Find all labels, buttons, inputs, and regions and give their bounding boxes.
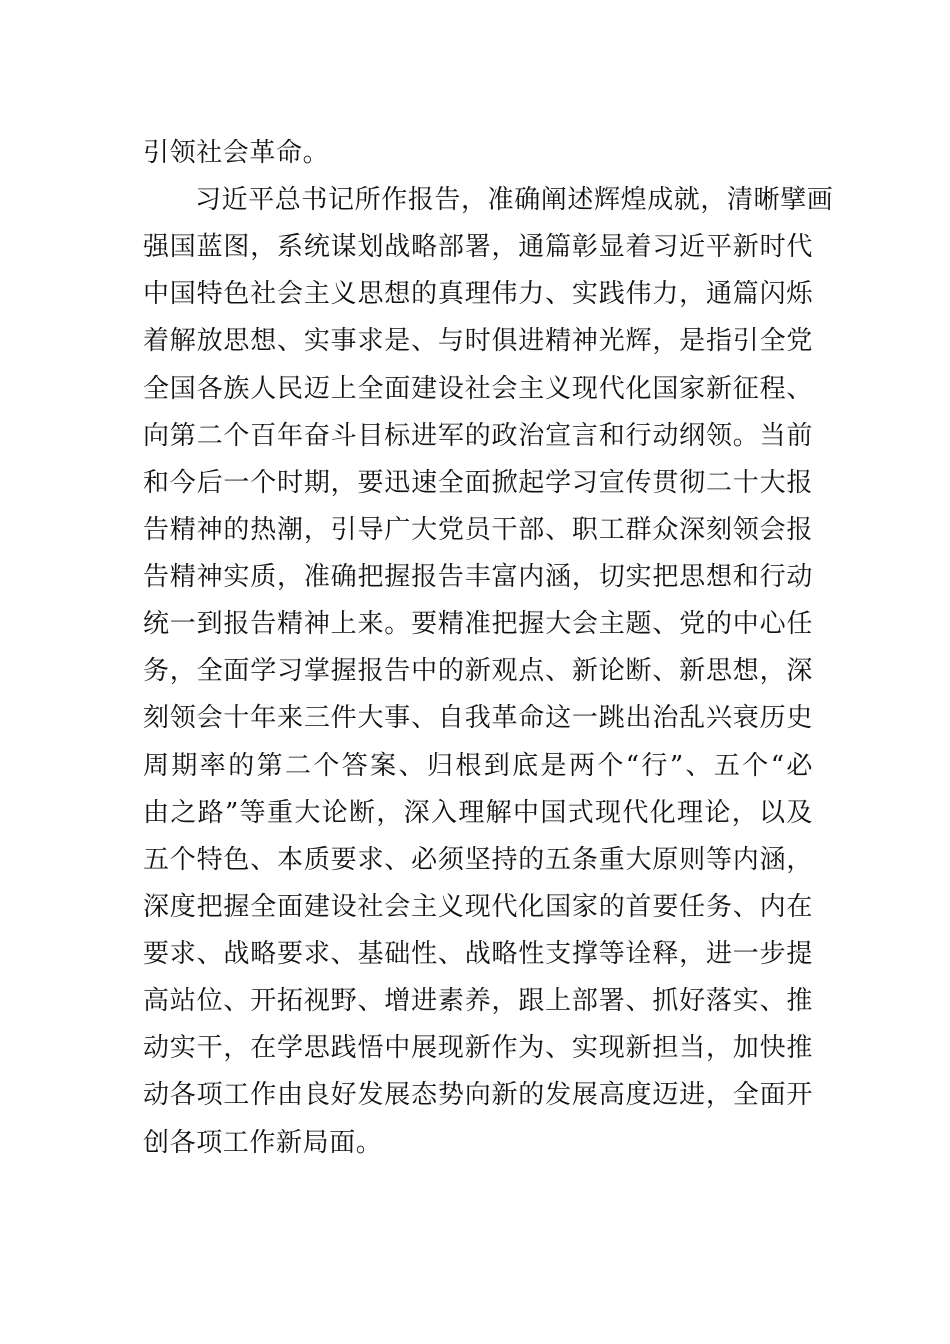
text-line: 动实干，在学思践悟中展现新作为、实现新担当，加快推 <box>143 1033 813 1063</box>
text-line: 中国特色社会主义思想的真理伟力、实践伟力，通篇闪烁 <box>143 279 813 309</box>
text-line: 告精神的热潮，引导广大党员干部、职工群众深刻领会报 <box>143 515 813 545</box>
text-line: 高站位、开拓视野、增进素养，跟上部署、抓好落实、推 <box>143 986 813 1016</box>
text-line: 着解放思想、实事求是、与时俱进精神光辉，是指引全党 <box>143 326 813 356</box>
text-line: 全国各族人民迈上全面建设社会主义现代化国家新征程、 <box>143 374 813 404</box>
text-line: 告精神实质，准确把握报告丰富内涵，切实把思想和行动 <box>143 562 813 592</box>
text-line: 强国蓝图，系统谋划战略部署，通篇彰显着习近平新时代 <box>143 232 813 262</box>
text-line: 要求、战略要求、基础性、战略性支撑等诠释，进一步提 <box>143 939 813 969</box>
text-line: 向第二个百年奋斗目标进军的政治宣言和行动纲领。当前 <box>143 421 813 451</box>
text-line: 动各项工作由良好发展态势向新的发展高度迈进，全面开 <box>143 1080 813 1110</box>
text-line: 引领社会革命。 <box>143 138 330 168</box>
text-line: 统一到报告精神上来。要精准把握大会主题、党的中心任 <box>143 609 813 639</box>
text-line: 和今后一个时期，要迅速全面掀起学习宣传贯彻二十大报 <box>143 468 813 498</box>
text-line: 务，全面学习掌握报告中的新观点、新论断、新思想，深 <box>143 656 813 686</box>
text-line: 刻领会十年来三件大事、自我革命这一跳出治乱兴衰历史 <box>143 703 813 733</box>
paragraph-first-line: 习近平总书记所作报告，准确阐述辉煌成就，清晰擘画 <box>195 185 834 215</box>
text-line: 五个特色、本质要求、必须坚持的五条重大原则等内涵， <box>143 845 813 875</box>
text-line: 创各项工作新局面。 <box>143 1128 383 1158</box>
text-line: 周期率的第二个答案、归根到底是两个“行”、五个“必 <box>143 751 813 781</box>
text-line: 由之路”等重大论断，深入理解中国式现代化理论，以及 <box>143 798 813 828</box>
text-line: 深度把握全面建设社会主义现代化国家的首要任务、内在 <box>143 892 813 922</box>
